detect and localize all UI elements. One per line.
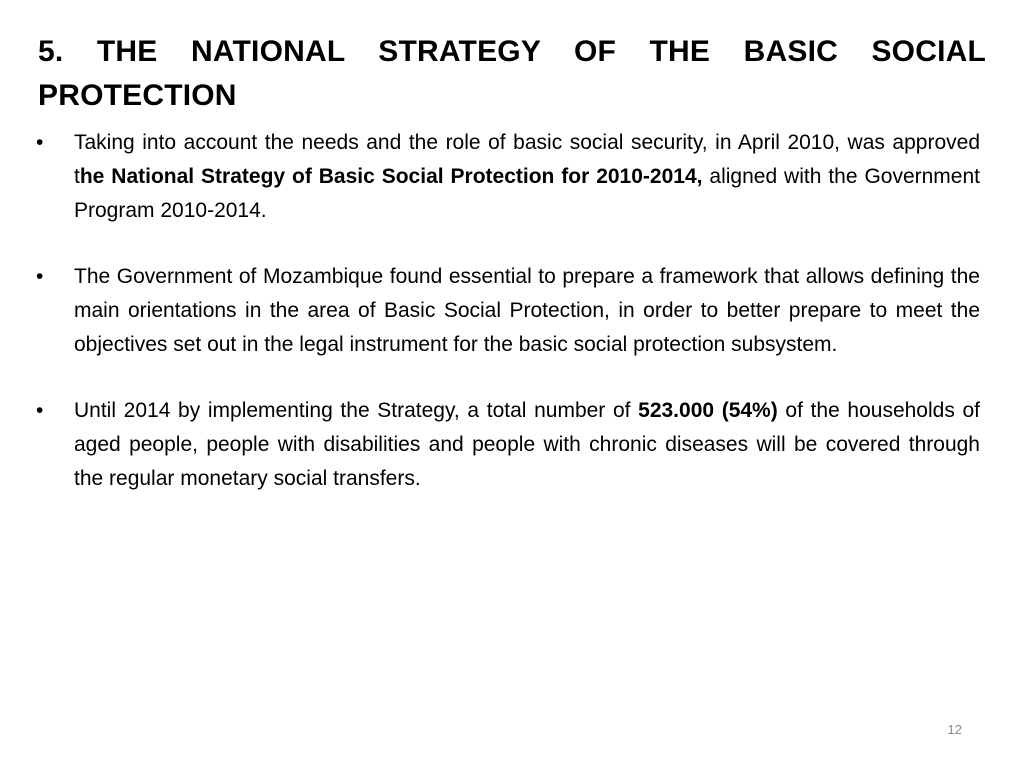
bullet-icon: • bbox=[36, 265, 44, 288]
slide-number: 12 bbox=[947, 722, 962, 737]
bullet-text-bold: he National Strategy of Basic Social Protection for 2010-2014, bbox=[79, 165, 703, 188]
bullet-text-part: aligned with the Government Program 2010-2014. bbox=[74, 165, 980, 222]
bullet-item-framework bbox=[36, 260, 980, 362]
bullet-item-coverage bbox=[36, 394, 980, 496]
slide-title: 5. THE NATIONAL STRATEGY OF THE BASIC SOCIAL PROTECTION bbox=[38, 35, 986, 112]
bullet-text-part: Until 2014 by implementing the Strategy, a total number of bbox=[74, 399, 639, 422]
bullet-icon: • bbox=[36, 131, 44, 154]
bullet-text bbox=[74, 131, 980, 222]
bullet-item-strategy-approval bbox=[36, 126, 980, 228]
bullet-icon: • bbox=[36, 399, 44, 422]
bullet-text-bold: 523.000 (54%) bbox=[638, 399, 778, 422]
bullet-text-part: of the households of aged people, people with disabilities and people with chronic diseases will be covered through the regular monetary social transfers. bbox=[74, 399, 980, 490]
bullet-text-part: Taking into account the needs and the role of basic social security, in April 2010, was approved t bbox=[74, 131, 980, 188]
bullet-list bbox=[36, 126, 980, 528]
bullet-text: The Government of Mozambique found essential to prepare a framework that allows defining the main orientations in the area of Basic Social Protection, in order to better prepare to meet the objectives set out in the legal instrument for the basic social protection subsystem. bbox=[74, 265, 980, 356]
bullet-text bbox=[74, 399, 980, 490]
